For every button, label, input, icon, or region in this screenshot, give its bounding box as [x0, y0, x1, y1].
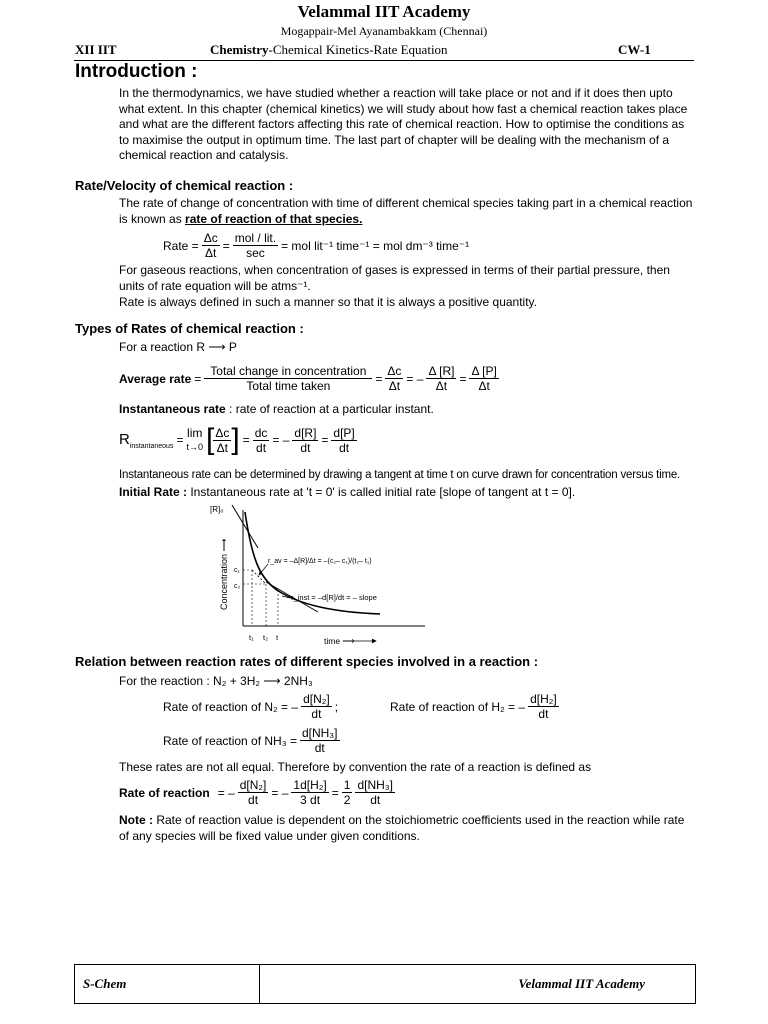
n2-frac: $\frac{\text{d[N₂]}}{dt}$	[303, 692, 330, 721]
instantaneous-equation	[119, 425, 360, 455]
avg-eq: =	[194, 371, 202, 386]
rate-frac-2: $\frac{\text{mol / lit.}}{\sec}$	[234, 231, 277, 260]
bracket-close: ]	[231, 423, 240, 456]
y-axis-label: Concentration ⟶	[219, 538, 229, 610]
sheet-code: CW-1	[618, 42, 651, 57]
initial-rate-line	[119, 485, 695, 501]
rate-def-text: The rate of change of concentration with time of different chemical species taking part in a chemical reaction is known as	[119, 196, 693, 226]
relation-reaction-prefix: For the reaction :	[119, 674, 214, 688]
average-rate-equation	[119, 364, 502, 393]
tangent-text: Instantaneous rate can be determined by drawing a tangent at time t on curve drawn for concentration versus time.	[119, 469, 681, 481]
reaction-line: For a reaction R ⟶ P	[119, 340, 237, 354]
inst-label: Instantaneous rate	[119, 402, 226, 416]
footer	[74, 964, 696, 1004]
intro-title: Introduction :	[75, 61, 198, 82]
instantaneous-rate-line	[119, 402, 434, 418]
avg-frac-1: $\frac{\text{Total change in concentration}}{\text{Total time taken}}$	[204, 364, 372, 393]
types-title: Types of Rates of chemical reaction :	[75, 321, 304, 336]
rate-eq-tail: = mol lit⁻¹ time⁻¹ = mol dm⁻³ time⁻¹	[281, 238, 470, 253]
h2-rate-equation	[390, 692, 562, 721]
t-label: t	[276, 633, 279, 642]
r-symbol: $R_{instantaneous}$	[119, 430, 174, 450]
rate-of-reaction-equation	[119, 778, 398, 807]
ins-eq-3: = –	[272, 433, 290, 447]
class-label: XII IIT	[75, 42, 117, 57]
ror-frac-3b: $\frac{\text{d[NH₃]}}{dt}$	[357, 778, 393, 807]
gas-text: For gaseous reactions, when concentration of gases is expressed in terms of their partial pressure, then units of rate equation will be atms⁻¹.	[119, 263, 670, 293]
footer-left: S-Chem	[75, 965, 260, 1003]
ror-frac-2: $\frac{\text{1d[H₂]}}{3 dt}$	[293, 778, 327, 807]
not-equal-text: These rates are not all equal. Therefore by convention the rate of a reaction is defined as	[119, 760, 592, 774]
rate-title: Rate/Velocity of chemical reaction :	[75, 178, 294, 193]
avg-frac-4: $\frac{\Delta [P]}{\Delta t}$	[471, 364, 497, 393]
rate-eq-eq: =	[222, 238, 230, 253]
avg-eq-2: =	[375, 371, 383, 386]
avg-frac-2: $\frac{\Delta c}{\Delta t}$	[387, 364, 402, 393]
n2-rate-equation	[163, 692, 341, 721]
ror-eq-2: = –	[271, 785, 289, 800]
rate-frac-1: $\frac{\Delta c}{\Delta t}$	[203, 231, 218, 260]
initial-text: Instantaneous rate at 't = 0' is called initial rate [slope of tangent at t = 0].	[187, 485, 576, 499]
footer-right: Velammal IIT Academy	[518, 976, 645, 991]
limit: lim t→0	[186, 426, 203, 452]
initial-tangent	[232, 505, 258, 548]
x-axis-label: time ⟶	[324, 636, 355, 646]
relation-title: Relation between reaction rates of different species involved in a reaction :	[75, 654, 539, 669]
rate-def-bold: rate of reaction of that species.	[185, 211, 363, 226]
concentration-time-graph	[200, 500, 440, 650]
intro-paragraph: In the thermodynamics, we have studied whether a reaction will take place or not and if it does then upto what extent. In this chapter (chemical kinetics) we will study about how fast a chemical reaction takes place and what are the different factors affecting this rate of chemical reaction. How to optimise the conditions as to maximise the output in optimum time. The last part of chapter will be dealing with the mechanism of a chemical reaction and catalysis.	[119, 86, 688, 162]
lim-eq: =	[176, 433, 184, 447]
initial-label: Initial Rate :	[119, 485, 188, 499]
c2-label: c₂	[234, 583, 241, 590]
bracket-open: [	[205, 423, 215, 456]
avg-label: Average rate	[119, 371, 192, 386]
rate-definition	[119, 196, 695, 227]
ins-frac-3: $\frac{d[R]}{dt}$	[294, 425, 317, 455]
avg-frac-3: $\frac{\Delta [R]}{\Delta t}$	[428, 364, 455, 393]
note-text: Rate of reaction value is dependent on the stoichiometric coefficients used in the reaction while rate of any species will be fixed value under given conditions.	[119, 813, 685, 843]
rate-equation	[163, 231, 472, 260]
relation-reaction-eq: N₂ + 3H₂ ⟶ 2NH₃	[213, 674, 313, 688]
avg-eq-3: = –	[406, 371, 424, 386]
nh3-frac: $\frac{\text{d[NH₃]}}{dt}$	[301, 726, 338, 755]
t1-label: t₁	[249, 633, 254, 642]
rate-eq-prefix: Rate =	[163, 238, 199, 253]
ins-eq-4: =	[321, 433, 329, 447]
t2-label: t₂	[263, 633, 268, 642]
note-label: Note :	[119, 813, 153, 827]
academy-location: Mogappair-Mel Ayanambakkam (Chennai)	[280, 24, 488, 38]
n2-label: Rate of reaction of N₂ = –	[163, 699, 299, 714]
relation-reaction	[119, 674, 313, 690]
n2-semicolon: ;	[334, 699, 339, 714]
r0-label: [R]₀	[210, 505, 224, 514]
ror-frac-1: $\frac{\text{d[N₂]}}{dt}$	[239, 778, 267, 807]
c1-label: c₁	[234, 567, 240, 574]
ror-label: Rate of reaction	[119, 785, 210, 800]
topic: -Chemical Kinetics-Rate Equation	[268, 42, 448, 57]
ins-frac-1: $\frac{\Delta c}{\Delta t}$	[215, 425, 230, 455]
academy-title: Velammal IIT Academy	[297, 2, 471, 21]
nh3-rate-equation	[163, 726, 343, 755]
inst-text: : rate of reaction at a particular instant.	[225, 402, 434, 416]
nh3-label: Rate of reaction of NH₃ =	[163, 733, 297, 748]
ins-eq-2: =	[242, 433, 250, 447]
subject: Chemistry	[210, 42, 269, 57]
rav-label: r_av = –Δ[R]/Δt = –(c₂– c₁)/(t₂– t₁)	[268, 558, 372, 565]
avg-eq-4: =	[459, 371, 467, 386]
positive-text: Rate is always defined in such a manner so that it is always a positive quantity.	[119, 295, 537, 309]
ins-frac-2: $\frac{dc}{dt}$	[254, 425, 268, 455]
h2-frac: $\frac{\text{d[H₂]}}{dt}$	[530, 692, 557, 721]
subject-line	[210, 42, 448, 58]
note-paragraph	[119, 813, 695, 844]
ror-frac-3a: $\frac{1}{2}$	[343, 778, 351, 807]
h2-label: Rate of reaction of H₂ = –	[390, 699, 526, 714]
rinst-label: r_inst = –d[R]/dt = – slope	[291, 593, 377, 602]
ror-eq-1: = –	[217, 785, 235, 800]
ins-frac-4: $\frac{d[P]}{dt}$	[333, 425, 355, 455]
ror-eq-3: =	[331, 785, 339, 800]
